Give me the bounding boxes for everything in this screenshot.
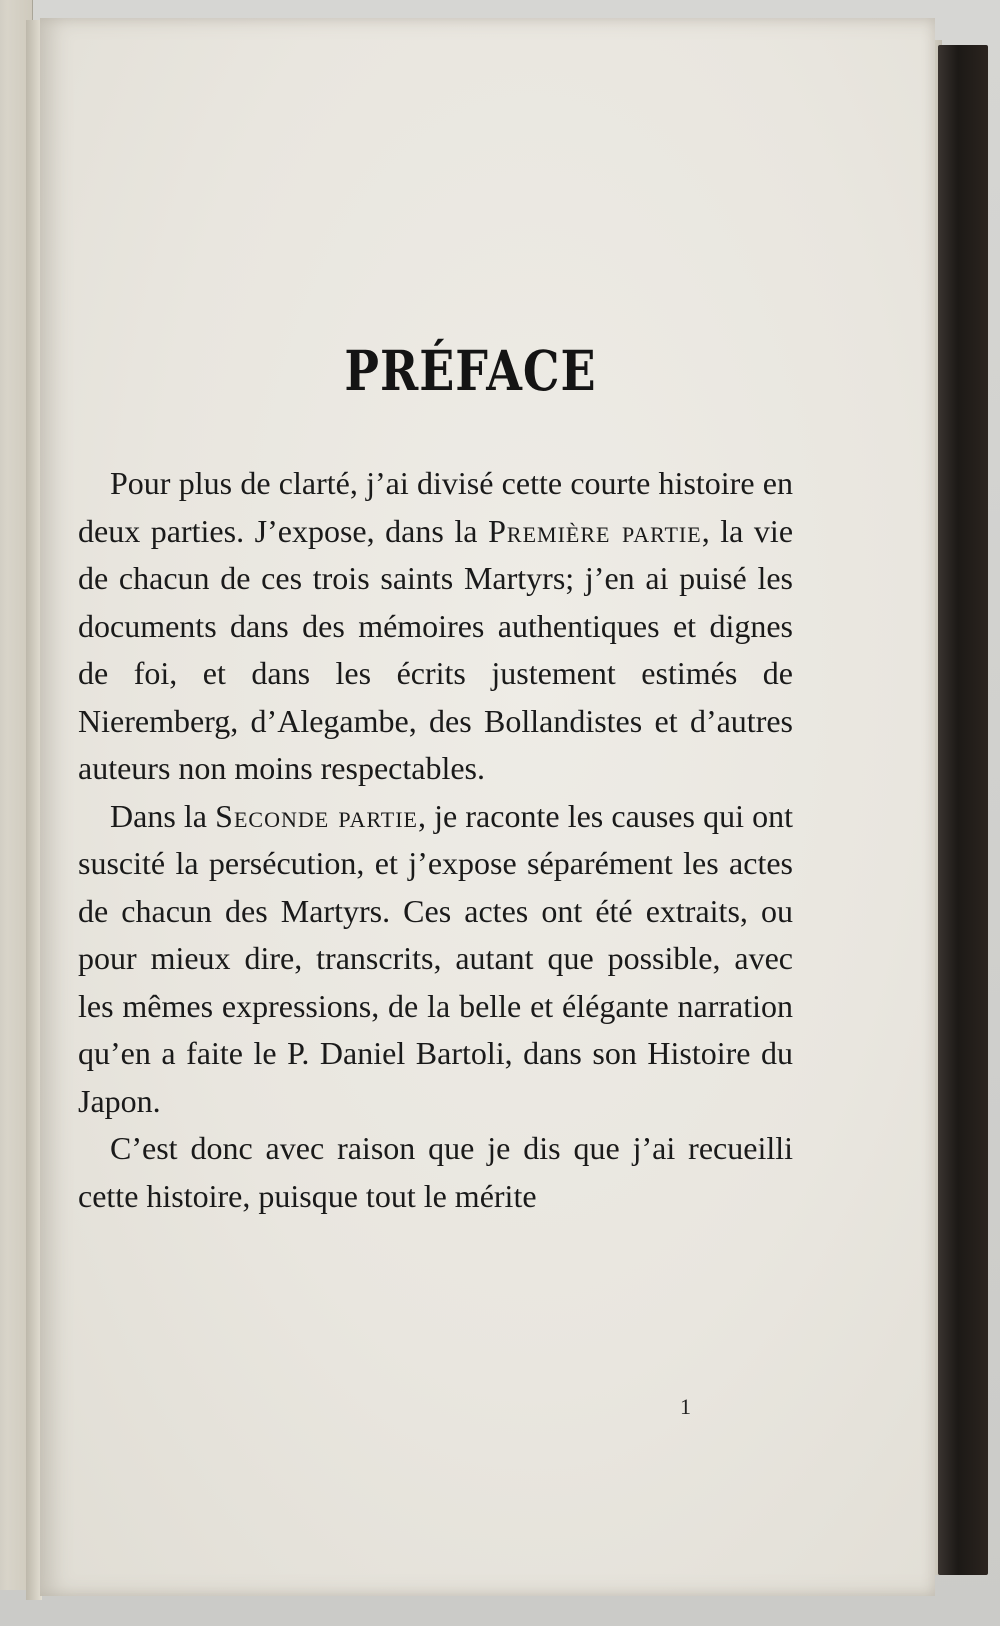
signature-mark: 1 bbox=[680, 1394, 691, 1419]
paragraph-2-text-a: Dans la bbox=[110, 797, 216, 834]
paragraph-1 bbox=[78, 460, 793, 793]
page-title: PRÉFACE bbox=[344, 338, 597, 404]
paragraph-3-text: C’est donc avec raison que je dis que j’ai recueilli cette histoire, puisque tout le mérite bbox=[78, 1130, 793, 1214]
page-body bbox=[78, 460, 793, 1220]
paragraph-3 bbox=[78, 1125, 793, 1220]
paragraph-1-text-a: Pour plus de clarté, j’ai divisé cette courte histoire en deux parties. J’expose, dans la bbox=[78, 465, 793, 549]
seconde-partie-label: Seconde partie bbox=[215, 797, 418, 834]
book-cover bbox=[938, 45, 988, 1575]
paragraph-2 bbox=[78, 793, 793, 1126]
premiere-partie-label: Première partie bbox=[488, 512, 702, 549]
paragraph-2-text-b: , je raconte les causes qui ont suscité la persécution, et j’expose séparément les actes de chacun des Martyrs. Ces actes ont été extraits, ou pour mieux dire, transcrits, autant que possible, avec les mêmes expressions, de la belle et élégante narration qu’en a faite le P. Daniel Bartoli, dans son Histoire du Japon. bbox=[78, 797, 794, 1119]
paragraph-1-text-b: , la vie de chacun de ces trois saints Martyrs; j’en ai puisé les documents dans des mémoires authentiques et dignes de foi, et dans les écrits justement estimés de Nieremberg, d’Alegambe, des Bollandistes et d’autres auteurs non moins respectables. bbox=[78, 512, 794, 786]
